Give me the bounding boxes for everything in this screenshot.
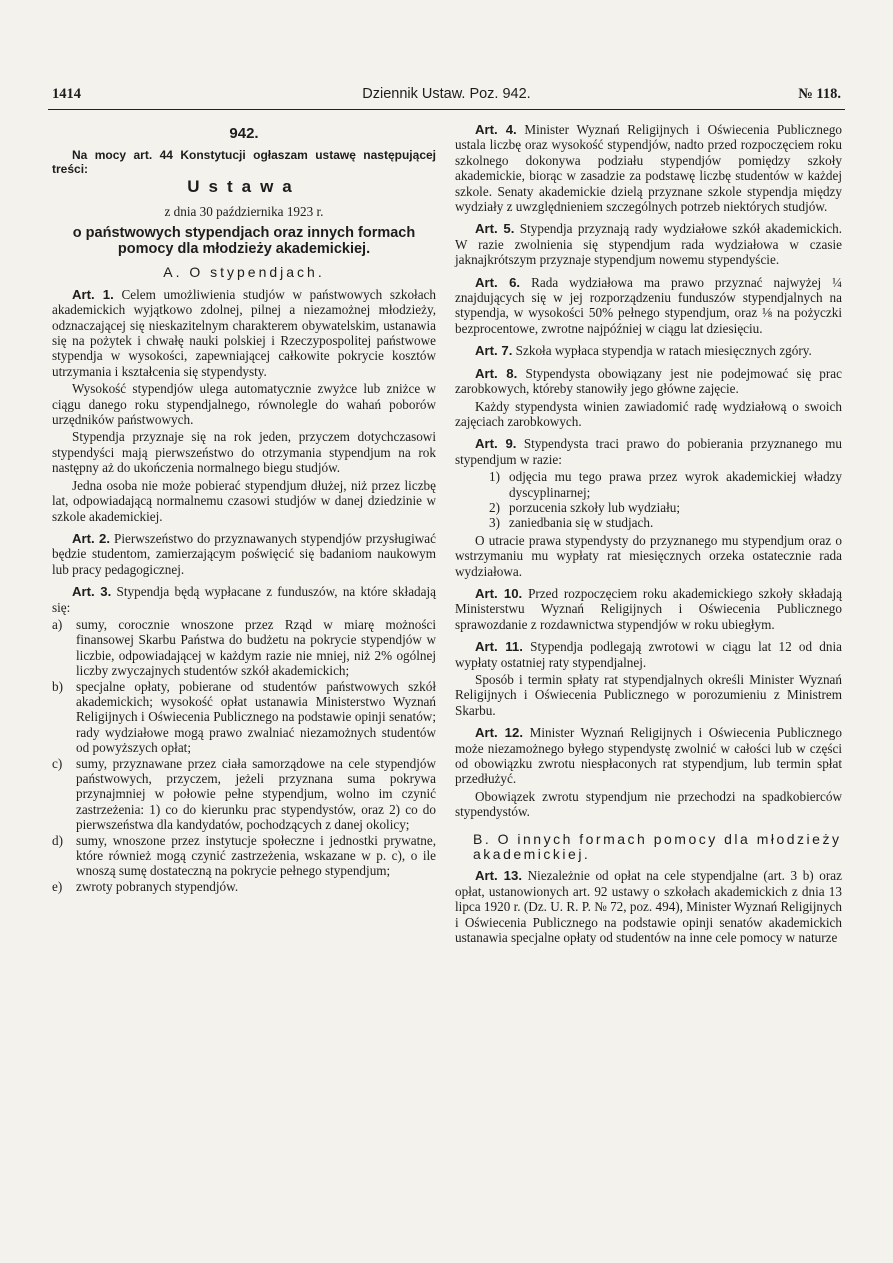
journal-title: Dziennik Ustaw. Poz. 942. — [362, 86, 531, 102]
list-item-text: sumy, wnoszone przez instytucje społeczne i jednostki prywatne, które również mogą czynić zastrzeżenia, wskazane w p. c), o ile wnoszą sumę dostateczną na pokrycie pełnego stypendjum; — [76, 832, 436, 879]
art13-paragraph — [455, 868, 842, 945]
art5-text: Stypendja przyznają rady wydziałowe szkół akademickich. W razie zwolnienia się stypendjum rada wydziałowa w czasie jaknajkrótszym przyznaje stypendjum nowemu stypendyście. — [455, 221, 842, 268]
art7-paragraph — [455, 343, 842, 358]
art4-paragraph — [455, 122, 842, 214]
art2-text: Pierwszeństwo do przyznawanych stypendjów przysługiwać będzie studentom, zamierzającym poświęcić się badaniom naukowym lub pracy pedagogicznej. — [52, 530, 437, 577]
act-subject: o państwowych stypendjach oraz innych formach pomocy dla młodzieży akademickiej. — [72, 225, 416, 258]
list-item — [52, 679, 436, 756]
art12-p2: Obowiązek zwrotu stypendjum nie przechodzi na spadkobierców stypendystów. — [455, 788, 842, 820]
art11-paragraph — [455, 639, 842, 670]
section-a-heading: A. O stypendjach. — [163, 264, 325, 281]
list-marker: 2) — [489, 499, 500, 515]
list-item — [455, 469, 842, 500]
art3-list — [52, 617, 436, 894]
art10-paragraph — [455, 586, 842, 632]
art11-text: Stypendja podlegają zwrotowi w ciągu lat 12 od dnia wypłaty ostatniej raty stypendjalnej. — [455, 639, 843, 670]
right-column — [455, 122, 842, 948]
list-item-text: porzucenia szkoły lub wydziału; — [509, 499, 681, 515]
art13-text: Niezależnie od opłat na cele stypendjalne (art. 3 b) oraz opłat, ustanowionych art. 92 ustawy o szkołach akademickich z dnia 13 lipca 1920 r. (Dz. U. R. P. № 72, poz. 494), Minister Wyznań Religijnych i Oświecenia Publicznego na podstawie opinji senatów akademickich ustanawia specjalne opłaty od studentów na inne cele pomocy w naturze — [455, 868, 842, 946]
left-column — [52, 122, 436, 896]
list-marker: 3) — [489, 515, 500, 531]
list-item — [52, 617, 436, 679]
art6-paragraph — [455, 275, 842, 337]
art13-label: Art. 13. — [475, 868, 523, 884]
act-date: z dnia 30 października 1923 r. — [164, 204, 324, 219]
art3-text: Stypendja będą wypłacane z funduszów, na które składają się: — [52, 584, 437, 615]
art9-p2: O utracie prawa stypendysty do przyznanego mu stypendjum oraz o wstrzymaniu mu wypłaty rat miesięcznych orzeka ostatecznie rada wydziałowa. — [455, 532, 842, 579]
art3-paragraph — [52, 584, 436, 615]
list-item — [52, 879, 436, 894]
list-item — [455, 515, 842, 530]
list-marker: a) — [52, 616, 63, 632]
document-number: 942. — [229, 125, 259, 142]
list-marker: d) — [52, 832, 63, 848]
list-item-text: odjęcia mu tego prawa przez wyrok akademickiej władzy dyscyplinarnej; — [509, 469, 842, 500]
art9-list — [455, 469, 842, 531]
list-item — [455, 500, 842, 515]
list-item-text: zaniedbania się w studjach. — [509, 515, 654, 531]
art7-text: Szkoła wypłaca stypendja w ratach miesięcznych zgóry. — [515, 343, 812, 359]
art12-label: Art. 12. — [475, 725, 523, 741]
art10-text: Przed rozpoczęciem roku akademickiego szkoły składają Ministerstwu Wyznań Religijnych i Oświecenia Publicznego sprawozdanie z rozdawnictwa stypendjów w roku ubiegłym. — [455, 585, 843, 632]
art1-p3: Stypendja przyznaje się na rok jeden, przyczem dotychczasowi stypendyści mają pierwszeństwo do otrzymania stypendjum na rok następny aż do ukończenia normalnego biegu studjów. — [52, 429, 436, 476]
art8-paragraph — [455, 366, 842, 397]
list-item-text: sumy, corocznie wnoszone przez Rząd w miarę możności finansowej Skarbu Państwa do budżetu na pokrycie stypendjów w liczbie, odpowiadającej w każdym razie nie mniej, niż 2% ogólnej liczby zwyczajnych studentów szkół akademickich; — [76, 616, 436, 679]
art1-paragraph — [52, 287, 436, 379]
art1-text: Celem umożliwienia studjów w państwowych szkołach akademickich wyjątkowo zdolnej, pilnej a niezamożnej młodzieży, odznaczającej się nieskazitelnym charakterem obywatelskim, ustanawia się na pożytek i chwałę nauki polskiej i Rzeczypospolitej państwowe stypendja w wysokości, zapewniającej całkowite pokrycie kosztów utrzymania i kształcenia się stypendysty. — [52, 286, 437, 379]
list-marker: b) — [52, 678, 63, 694]
list-marker: 1) — [489, 469, 500, 485]
section-b-heading: B. O innych formach pomocy dla młodzieży akademickiej. — [473, 830, 842, 863]
art12-paragraph — [455, 725, 842, 787]
act-title: Ustawa — [187, 176, 301, 196]
page-header — [52, 86, 841, 108]
art12-text: Minister Wyznań Religijnych i Oświecenia Publicznego może niezamożnego byłego stypendystę zwolnić w całości lub w części od obowiązku zwrotu niespłaconych rat stypendjum, lub termin spłat przedłużyć. — [455, 725, 842, 787]
art7-label: Art. 7. — [475, 343, 513, 359]
list-marker: e) — [52, 878, 63, 894]
art4-label: Art. 4. — [475, 122, 517, 137]
page-number: 1414 — [52, 86, 81, 102]
art5-paragraph — [455, 221, 842, 267]
art4-text: Minister Wyznań Religijnych i Oświecenia Publicznego ustala liczbę oraz wysokość stypendjów, nadto przed rozpoczęciem roku szkolnego dokonywa podziału stypendjów pomiędzy szkoły akademickie, biorąc w zasadzie za podstawę liczbę studentów w każdej szkole. Senaty akademickie dzielą przyznane szkole stypendja między wydziały z uwzględnieniem szczególnych potrzeb niektórych studjów. — [455, 122, 843, 215]
art2-label: Art. 2. — [72, 530, 111, 546]
art10-label: Art. 10. — [475, 585, 523, 601]
intro-text: Na mocy art. 44 Konstytucji ogłaszam ustawę następującej treści: — [52, 148, 436, 176]
art9-label: Art. 9. — [475, 436, 517, 452]
list-item-text: zwroty pobranych stypendjów. — [76, 878, 239, 894]
art6-text: Rada wydziałowa ma prawo przyznać najwyżej ¼ znajdujących się w jej rozporządzeniu funduszów stypendjalnych na stypendja, w wysokości 50% pełnego stypendjum, oraz ⅛ na pożyczki bezprocentowe, zwrotne najpóźniej w ciągu lat dziesięciu. — [455, 274, 842, 336]
art1-p4: Jedna osoba nie może pobierać stypendjum dłużej, niż przez liczbę lat, odpowiadającą normalnemu czasowi studjów w danej dziedzinie w szkole akademickiej. — [52, 477, 436, 524]
art8-p2: Każdy stypendysta winien zawiadomić radę wydziałową o swoich zajęciach zarobkowych. — [455, 398, 842, 429]
header-rule — [48, 109, 845, 110]
art3-label: Art. 3. — [72, 584, 112, 600]
issue-number: № 118. — [798, 86, 841, 102]
art8-text: Stypendysta obowiązany jest nie podejmować się prac zarobkowych, któreby stanowiły jego główne zajęcie. — [455, 365, 842, 397]
art9-text: Stypendysta traci prawo do pobierania przyznanego mu stypendjum w razie: — [455, 436, 842, 467]
art2-paragraph — [52, 531, 436, 577]
list-item — [52, 833, 436, 879]
art6-label: Art. 6. — [475, 274, 521, 290]
list-item-text: sumy, przyznawane przez ciała samorządowe na cele stypendjów państwowych, przyczem, jeżeli przyznana suma pokrywa przynajmniej w połowie pełne stypendjum, wolno im czynić zastrzeżenia: 1) co do kierunku prac stypendystów, oraz 2) co do pierwszeństwa dla kandydatów, pochodzących z danej okolicy; — [76, 755, 436, 833]
art1-p2: Wysokość stypendjów ulega automatycznie zwyżce lub zniżce w ciągu danego roku stypendjalnego, równolegle do wahań poborów urzędników państwowych. — [52, 381, 436, 428]
art9-paragraph — [455, 436, 842, 467]
list-item — [52, 756, 436, 833]
art5-label: Art. 5. — [475, 221, 515, 237]
list-marker: c) — [52, 755, 63, 771]
art11-p2: Sposób i termin spłaty rat stypendjalnych określi Minister Wyznań Religijnych i Oświecenia Publicznego w porozumieniu z Ministrem Skarbu. — [455, 672, 842, 718]
art8-label: Art. 8. — [475, 365, 518, 381]
art11-label: Art. 11. — [475, 639, 523, 655]
art1-label: Art. 1. — [72, 286, 114, 302]
list-item-text: specjalne opłaty, pobierane od studentów państwowych szkół akademickich; wysokość opłat ustanawia Ministerstwo Wyznań Religijnych i Oświecenia Publicznego na podstawie opinji senatów; rady wydziałowe mogą prawo zwalniać niezamożnych studentów od powyższych opłat; — [76, 678, 436, 756]
